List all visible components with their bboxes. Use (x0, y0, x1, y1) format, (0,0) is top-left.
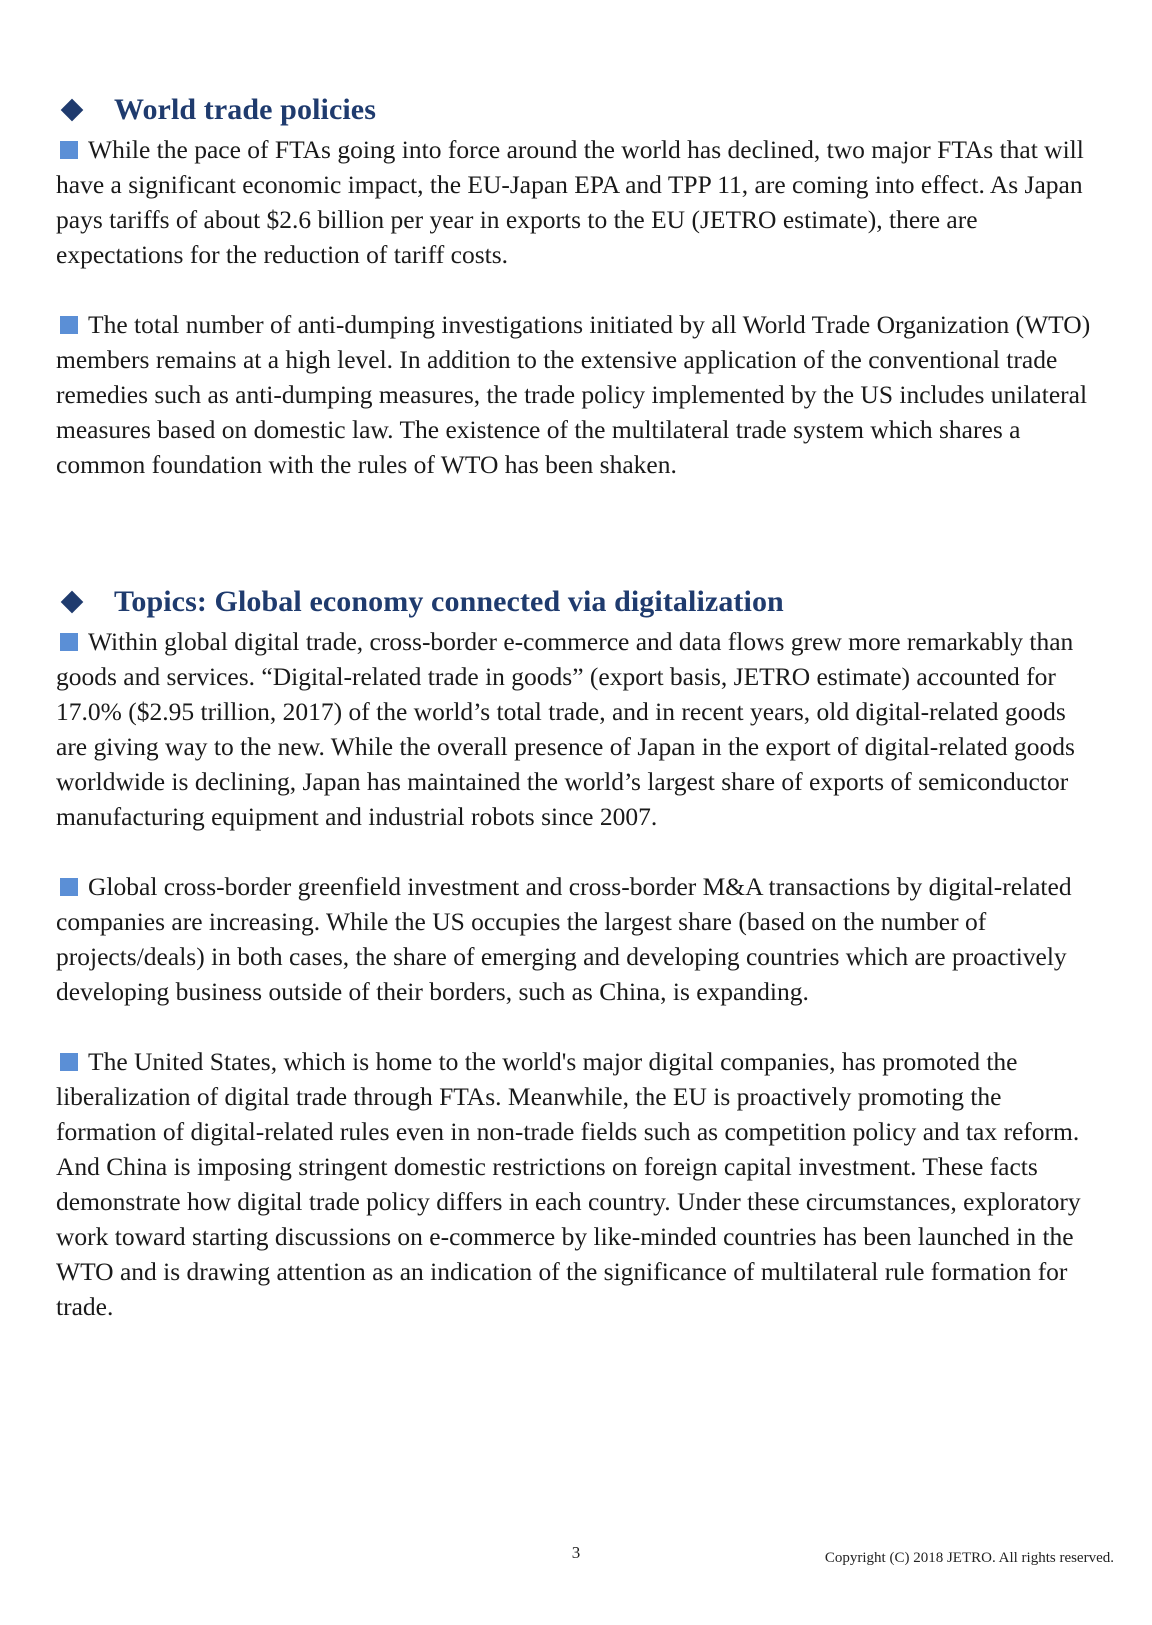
section-title: Topics: Global economy connected via digitalization (114, 585, 784, 618)
copyright-notice: Copyright (C) 2018 JETRO. All rights reserved. (824, 1550, 1114, 1566)
square-bullet-icon (60, 141, 78, 159)
paragraph (56, 869, 1096, 1009)
paragraph-text: The total number of anti-dumping investigations initiated by all World Trade Organization (WTO) members remains at a high level. In addition to the extensive application of the conventional trade remedies such as anti-dumping measures, the trade policy implemented by the US includes unilateral measures based on domestic law. The existence of the multilateral trade system which shares a common foundation with the rules of WTO has been shaken. (56, 310, 1091, 479)
section-title: World trade policies (114, 93, 376, 126)
paragraph (56, 132, 1096, 272)
square-bullet-icon (60, 316, 78, 334)
paragraph-text: While the pace of FTAs going into force around the world has declined, two major FTAs that will have a significant economic impact, the EU-Japan EPA and TPP 11, are coming into effect. As Japan pays tariffs of about $2.6 billion per year in exports to the EU (JETRO estimate), there are expectations for the reduction of tariff costs. (56, 135, 1084, 269)
square-bullet-icon (60, 878, 78, 896)
paragraph-text: Within global digital trade, cross-border e-commerce and data flows grew more remarkably than goods and services. “Digital-related trade in goods” (export basis, JETRO estimate) accounted for 17.0% ($2.95 trillion, 2017) of the world’s total trade, and in recent years, old digital-related goods are giving way to the new. While the overall presence of Japan in the export of digital-related goods worldwide is declining, Japan has maintained the world’s largest share of exports of semiconductor manufacturing equipment and industrial robots since 2007. (56, 627, 1075, 831)
diamond-icon (61, 99, 84, 122)
square-bullet-icon (60, 1053, 78, 1071)
section-world-trade-policies (56, 88, 1096, 482)
square-bullet-icon (60, 633, 78, 651)
paragraph (56, 624, 1096, 834)
paragraph (56, 1044, 1096, 1324)
section-heading (56, 88, 1096, 132)
paragraph-text: Global cross-border greenfield investment and cross-border M&A transactions by digital-related companies are increasing. While the US occupies the largest share (based on the number of projects/deals) in both cases, the share of emerging and developing countries which are proactively developing business outside of their borders, such as China, is expanding. (56, 872, 1072, 1006)
diamond-icon (61, 591, 84, 614)
page-number: 3 (571, 1543, 581, 1562)
paragraph-text: The United States, which is home to the world's major digital companies, has promoted the liberalization of digital trade through FTAs. Meanwhile, the EU is proactively promoting the formation of digital-related rules even in non-trade fields such as competition policy and tax reform. And China is imposing stringent domestic restrictions on foreign capital investment. These facts demonstrate how digital trade policy differs in each country. Under these circumstances, exploratory work toward starting discussions on e-commerce by like-minded countries has been launched in the WTO and is drawing attention as an indication of the significance of multilateral rule formation for trade. (56, 1047, 1081, 1321)
section-digitalization-topics (56, 580, 1096, 1324)
paragraph (56, 307, 1096, 482)
section-heading (56, 580, 1096, 624)
